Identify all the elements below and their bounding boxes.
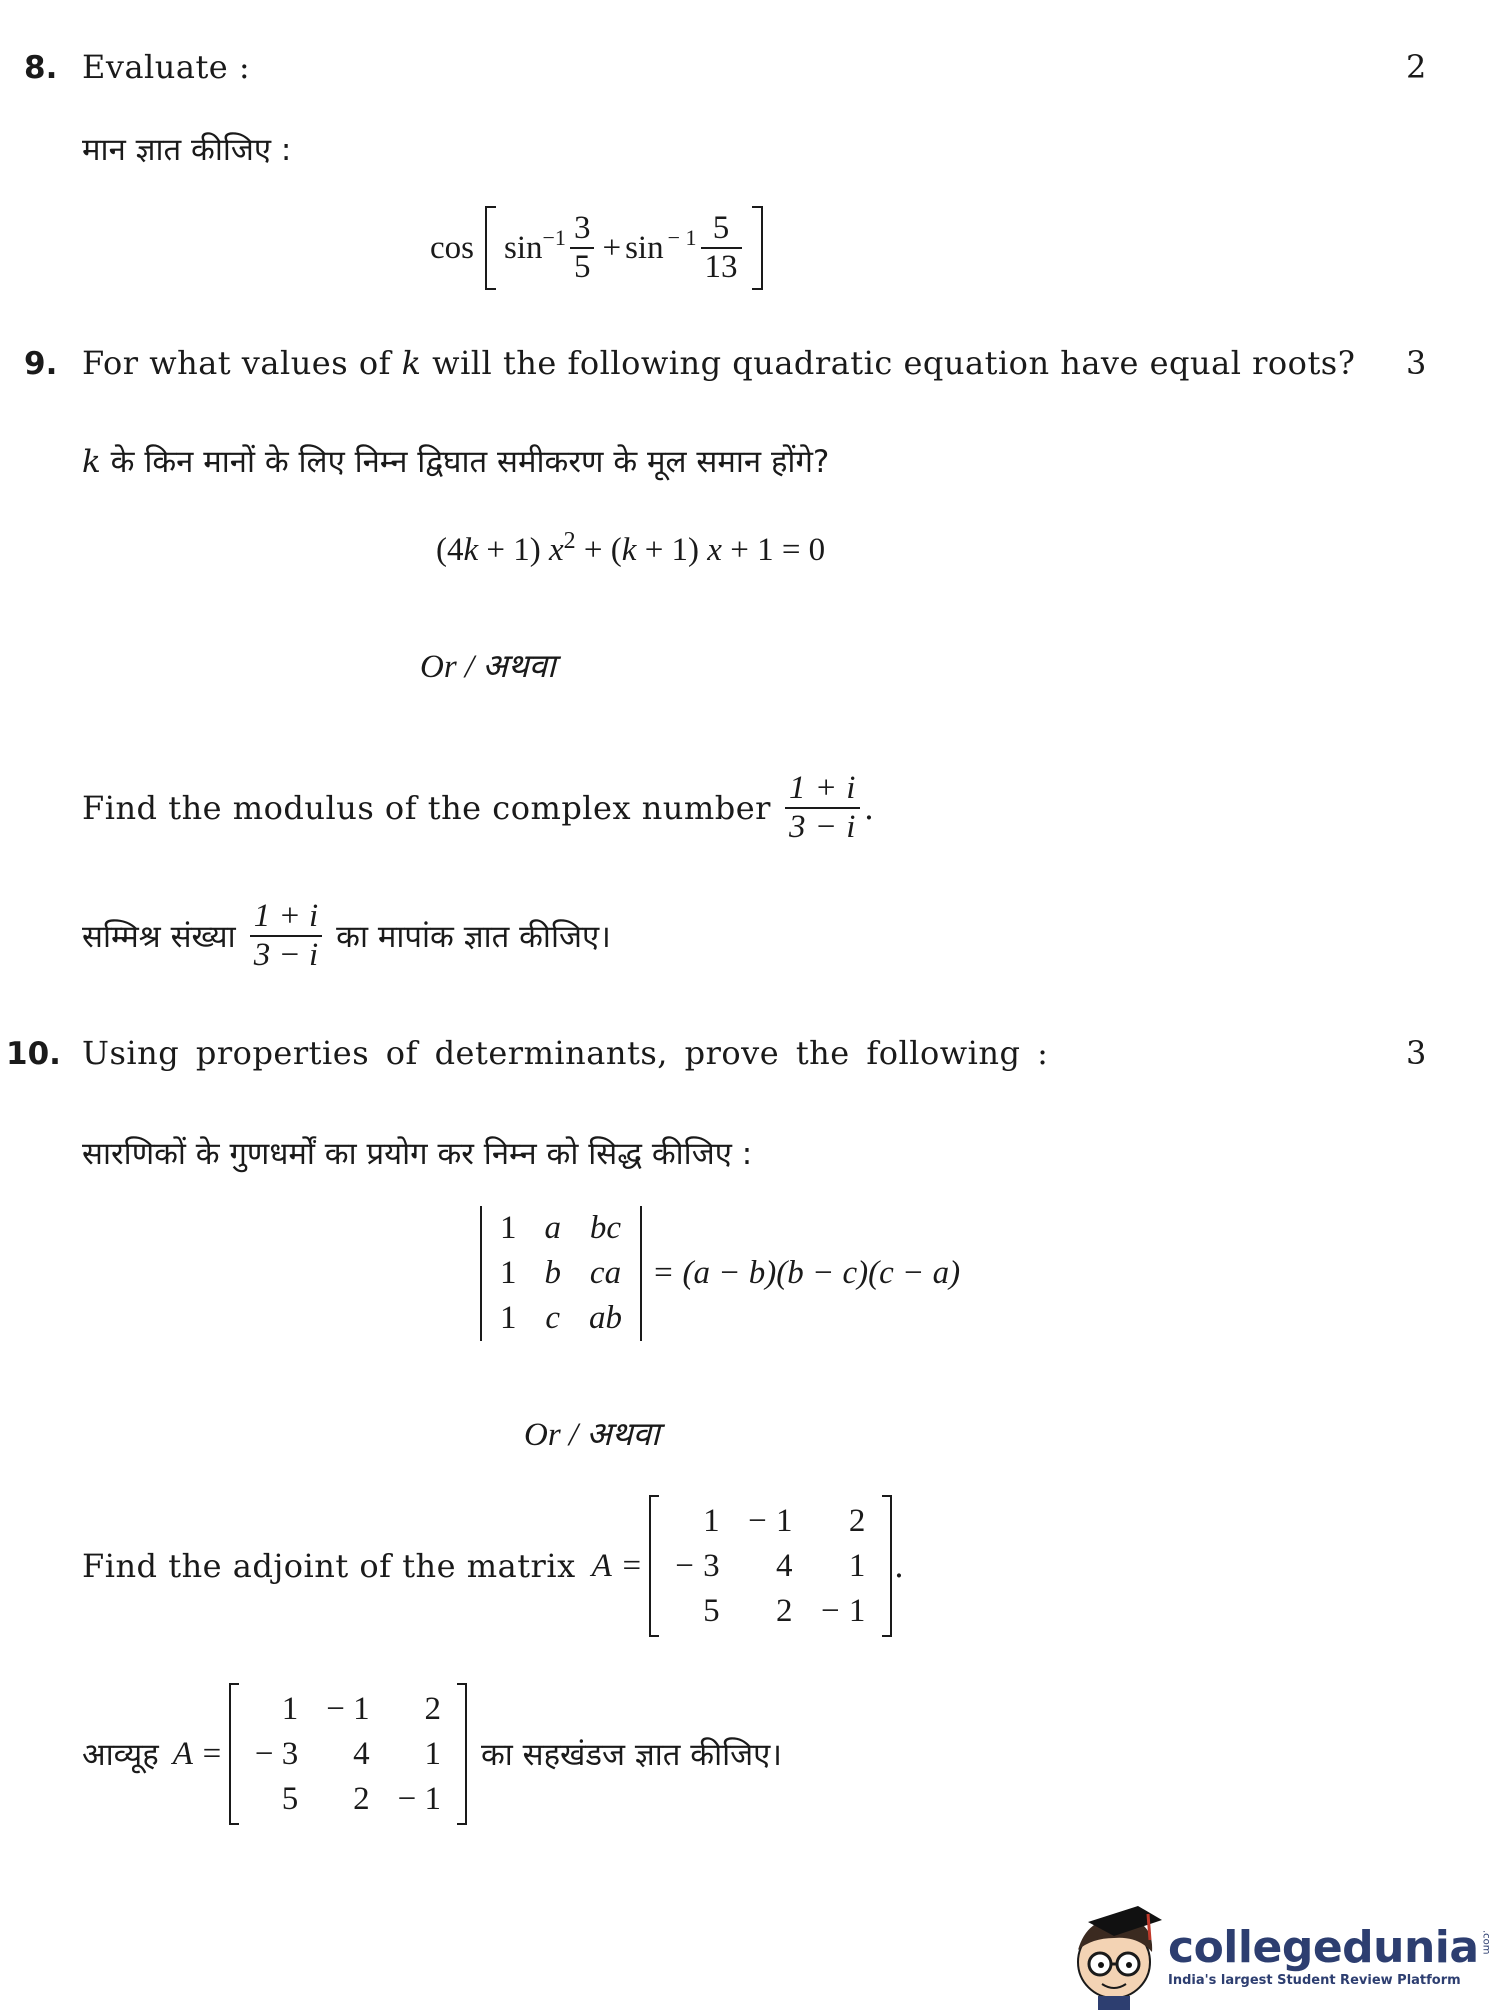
matrix-cell: 1 [281, 1690, 299, 1727]
plus-sign: + [602, 229, 622, 266]
matrix-row [486, 1251, 636, 1296]
matrix-cell: 1 [500, 1255, 517, 1291]
matrix-left-bracket [647, 1494, 661, 1638]
matrix-cell: 1 [500, 1210, 517, 1246]
q8-marks: 2 [1406, 48, 1427, 86]
q10-or-separator: Or / अथवा [524, 1417, 660, 1453]
determinant-grid [486, 1206, 636, 1341]
q9-variable-k: k [401, 344, 422, 382]
eq-part: + 1) [478, 532, 550, 568]
matrix-cell: − 1 [748, 1502, 793, 1539]
matrix-row [661, 1589, 880, 1634]
q9-alt-hindi-pre: सम्मिश्र संख्या [82, 919, 236, 955]
q10-alt-hindi-post: का सहखंडज ज्ञात कीजिए। [480, 1737, 783, 1773]
matrix-cell: − 3 [675, 1547, 721, 1584]
matrix-grid [241, 1687, 455, 1822]
matrix-cell: b [544, 1255, 561, 1291]
q10-number: 10. [6, 1036, 61, 1072]
matrix-cell: 2 [848, 1502, 866, 1539]
matrix-A-label: A = [591, 1547, 644, 1584]
matrix-row [661, 1499, 880, 1544]
eq-part: + ( [575, 532, 622, 568]
matrix-cell: c [545, 1300, 561, 1336]
cos-label: cos [430, 229, 474, 266]
matrix-row [486, 1296, 636, 1341]
mascot-icon [1068, 1900, 1164, 2010]
q8-english-text: Evaluate : [82, 48, 251, 86]
matrix-A [647, 1494, 894, 1638]
q9-number: 9. [24, 346, 58, 382]
q8-expression [430, 205, 766, 291]
fraction-3-5 [570, 210, 595, 286]
q9-equation [436, 528, 825, 569]
q9-hindi-variable-k: k [82, 444, 101, 480]
left-bracket [482, 205, 500, 291]
q10-marks: 3 [1406, 1034, 1427, 1072]
q9-text-pre: For what values of [82, 344, 402, 382]
matrix-row [661, 1544, 880, 1589]
matrix-cell: 1 [703, 1502, 721, 1539]
fraction-5-13 [701, 210, 742, 286]
matrix-cell: 2 [353, 1780, 370, 1817]
q9-or-separator: Or / अथवा [420, 649, 556, 685]
fraction-denominator: 3 − i [250, 935, 322, 974]
logo-brand: collegedunia [1168, 1922, 1479, 1973]
matrix-row [241, 1732, 455, 1777]
matrix-cell: bc [589, 1210, 622, 1246]
logo-text-block [1168, 1922, 1492, 1988]
matrix-cell: − 3 [254, 1735, 299, 1772]
fraction-numerator: 1 + i [788, 770, 856, 806]
logo-suffix: .com [1480, 1930, 1492, 1955]
q10-alt-hindi [82, 1682, 782, 1826]
matrix-row [241, 1687, 455, 1732]
q10-alt-english [82, 1494, 905, 1638]
sin-label-2: sin [625, 229, 664, 266]
eq-var-x: x [549, 532, 564, 568]
fraction-numerator: 5 [712, 210, 730, 246]
fraction-denominator: 13 [701, 247, 742, 286]
matrix-cell: 4 [353, 1735, 370, 1772]
matrix-right-bracket [455, 1682, 469, 1826]
matrix-cell: ab [589, 1300, 622, 1336]
q9-hindi-text [82, 440, 829, 482]
matrix-cell: 5 [281, 1780, 299, 1817]
matrix-cell: 1 [500, 1300, 517, 1336]
matrix-left-bracket [227, 1682, 241, 1826]
q8-hindi-text: मान ज्ञात कीजिए : [82, 132, 292, 168]
inverse-sup-2: − 1 [667, 225, 697, 250]
logo-tagline: India's largest Student Review Platform [1168, 1973, 1461, 1988]
matrix-row [241, 1777, 455, 1822]
q10-alt-hindi-pre: आव्यूह [82, 1737, 159, 1773]
q10-alt-text: Find the adjoint of the matrix [82, 1547, 576, 1585]
determinant [480, 1206, 642, 1341]
inverse-sup-1: −1 [542, 225, 566, 250]
matrix-cell: ca [589, 1255, 622, 1291]
q10-english-text: Using properties of determinants, prove the following : [82, 1034, 1049, 1072]
q9-english-text [82, 344, 1355, 382]
q10-determinant-equation [480, 1206, 960, 1341]
matrix-cell: 5 [703, 1592, 721, 1629]
q9-alt-text: Find the modulus of the complex number [82, 789, 771, 827]
q9-hindi-sentence: के किन मानों के लिए निम्न द्विघात समीकरण के मूल समान होंगे? [100, 444, 830, 480]
collegedunia-logo[interactable] [1068, 1900, 1492, 2010]
matrix-cell: − 1 [820, 1592, 866, 1629]
q9-text-post: will the following quadratic equation have equal roots? [421, 344, 1356, 382]
period: . [863, 789, 875, 827]
complex-fraction [250, 898, 322, 974]
q9-marks: 3 [1406, 344, 1427, 382]
fraction-denominator: 3 − i [785, 807, 860, 846]
matrix-cell: 1 [424, 1735, 441, 1772]
matrix-cell: 1 [848, 1547, 866, 1584]
complex-fraction [785, 770, 860, 846]
eq-var-k: k [621, 532, 637, 568]
matrix-cell: a [544, 1210, 561, 1246]
matrix-cell: − 1 [397, 1780, 441, 1817]
matrix-row [486, 1206, 636, 1251]
fraction-denominator: 5 [570, 247, 595, 286]
eq-part: + 1) [636, 532, 708, 568]
q8-number: 8. [24, 50, 58, 86]
matrix-A [227, 1682, 469, 1826]
matrix-A-label: A = [172, 1735, 223, 1772]
q9-alt-hindi [82, 898, 611, 974]
matrix-grid [661, 1499, 880, 1634]
matrix-cell: − 1 [326, 1690, 370, 1727]
period: . [893, 1547, 905, 1585]
matrix-cell: 2 [424, 1690, 441, 1727]
eq-exponent: 2 [563, 528, 576, 554]
eq-var-k: k [463, 532, 479, 568]
fraction-numerator: 1 + i [253, 898, 319, 934]
matrix-cell: 2 [775, 1592, 793, 1629]
q9-alt-english [82, 770, 875, 846]
eq-part: (4 [436, 532, 464, 568]
q9-alt-hindi-post: का मापांक ज्ञात कीजिए। [336, 919, 611, 955]
determinant-rhs: = (a − b)(b − c)(c − a) [652, 1255, 961, 1291]
q10-hindi-text: सारणिकों के गुणधर्मों का प्रयोग कर निम्न को सिद्ध कीजिए : [82, 1136, 753, 1172]
sin-label-1: sin [504, 229, 543, 266]
right-bracket [748, 205, 766, 291]
matrix-cell: 4 [775, 1547, 793, 1584]
matrix-right-bracket [880, 1494, 894, 1638]
eq-var-x: x [707, 532, 722, 568]
eq-part: + 1 = 0 [721, 532, 826, 568]
fraction-numerator: 3 [573, 210, 591, 246]
